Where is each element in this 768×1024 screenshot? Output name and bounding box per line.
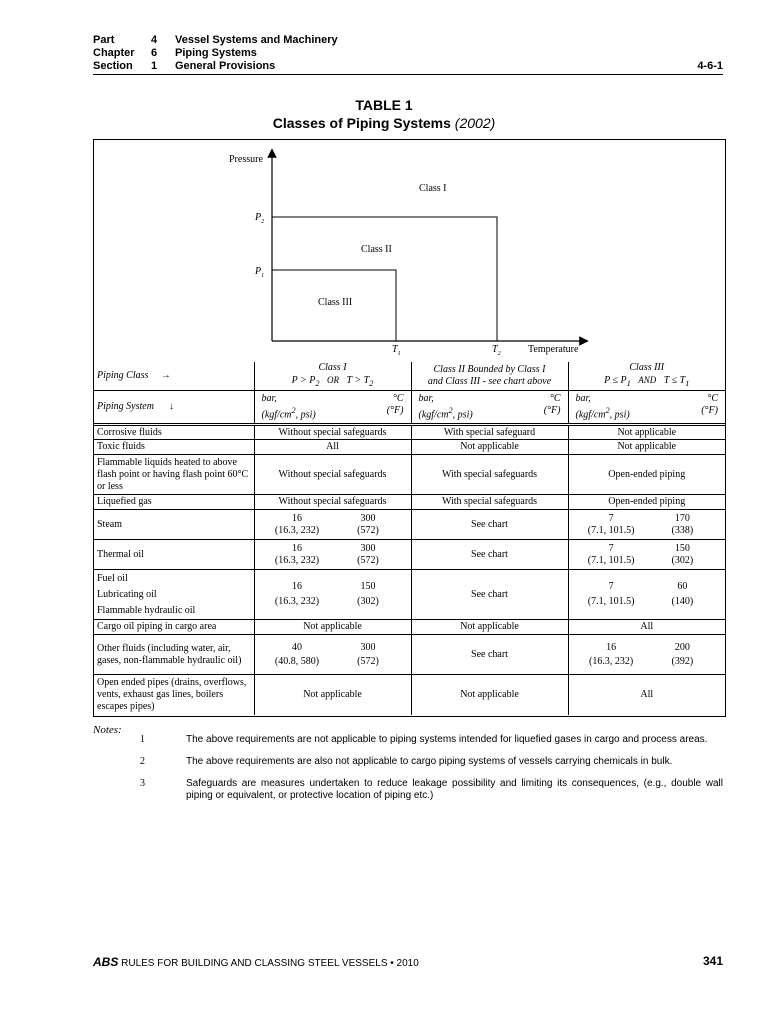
class-3-cell <box>568 635 725 675</box>
class-3-unit-kgf-text: (kgf/cm <box>575 409 606 421</box>
table-row <box>94 495 725 510</box>
pressure-axis-label: Pressure <box>229 154 263 165</box>
class-3-unit-kgf-sup: 2 <box>605 405 610 415</box>
system-name-line: Fuel oil <box>97 572 128 584</box>
class-1-boundary <box>272 217 497 341</box>
table-caption <box>0 114 768 132</box>
class-1-cond-b-sub: 2 <box>369 379 374 388</box>
pressure-alt-value: (40.8, 580) <box>274 655 320 667</box>
note-text: Safeguards are measures undertaken to reduce leakage possibility and limiting its consequences, (e.g., double wall piping or equivalent, or protective location of piping etc.) <box>186 778 723 801</box>
class-2-cell: Not applicable <box>411 620 568 635</box>
table-number: TABLE 1 <box>355 97 413 113</box>
class-3-title: Class III <box>629 362 665 373</box>
piping-class-heading <box>94 362 254 391</box>
temperature-value: 300 <box>360 641 376 653</box>
class-3-and: AND <box>638 375 657 385</box>
table-frame <box>93 139 726 717</box>
temperature-value: 150 <box>674 542 690 554</box>
class-2-unit-kgf-text: (kgf/cm <box>418 409 449 421</box>
class-2-cell: With special safeguards <box>411 495 568 510</box>
table-caption-year: (2002) <box>454 115 496 131</box>
page-footer <box>93 955 723 969</box>
section-reference: 4-6-1 <box>697 60 723 72</box>
table-row <box>94 510 725 540</box>
notes-label: Notes: <box>93 724 122 736</box>
class-1-units <box>254 391 411 425</box>
running-header <box>93 34 723 73</box>
system-name <box>94 570 254 620</box>
class-2-unit-c: °C <box>549 392 561 404</box>
abs-logo: ABS <box>93 955 119 969</box>
pressure-alt-value: (7.1, 101.5) <box>587 524 635 536</box>
temperature-alt-value: (572) <box>357 554 379 566</box>
class-1-condition <box>258 374 408 390</box>
piping-system-heading <box>94 391 254 425</box>
class-3-cond-a: P ≤ P <box>604 375 627 386</box>
class-2-units <box>411 391 568 425</box>
page-number: 341 <box>702 954 723 968</box>
note-number: 3 <box>140 778 145 789</box>
class-3-cell: Not applicable <box>568 440 725 455</box>
p1-subscript: 1 <box>261 273 265 279</box>
class-3-unit-bar: bar, <box>575 392 591 404</box>
class-3-unit-kgf-tail: , psi) <box>609 409 630 421</box>
class-3-cond-b: T ≤ T <box>663 375 686 386</box>
class-3-cell <box>568 510 725 540</box>
class-1-unit-f: (°F) <box>386 404 404 416</box>
piping-class-table <box>94 362 725 715</box>
temperature-alt-value: (392) <box>671 655 694 667</box>
class-1-unit-bar: bar, <box>261 392 277 404</box>
class-2-header <box>411 362 568 391</box>
part-number: 4 <box>151 34 158 46</box>
class-1-cell: All <box>254 440 411 455</box>
class-1-unit-kgf-tail: , psi) <box>295 409 316 421</box>
temperature-value: 200 <box>674 641 690 653</box>
class-2-cell: See chart <box>411 540 568 570</box>
temperature-alt-value: (338) <box>671 524 694 536</box>
temperature-value: 300 <box>360 512 376 524</box>
class-1-cell <box>254 635 411 675</box>
table-title <box>0 96 768 132</box>
t2-label <box>492 344 501 357</box>
temperature-value: 300 <box>360 542 376 554</box>
table-row <box>94 425 725 440</box>
notes-section <box>93 724 723 802</box>
class-1-unit-kgf <box>262 405 316 421</box>
table-row <box>94 570 725 620</box>
class-2-unit-f: (°F) <box>543 404 561 416</box>
t1-letter: T <box>392 344 398 355</box>
note-number: 1 <box>140 734 145 745</box>
section-title: General Provisions <box>175 60 276 72</box>
pressure-value: 16 <box>292 581 302 592</box>
class-1-cond-a-sub: 2 <box>315 379 320 388</box>
class-3-cell <box>568 570 725 620</box>
class-1-or: OR <box>327 375 340 385</box>
pressure-alt-value: (16.3, 232) <box>274 554 320 566</box>
class-2-cell: With special safeguards <box>411 455 568 495</box>
class-1-cell: Without special safeguards <box>254 455 411 495</box>
p2-label <box>254 212 264 225</box>
part-label: Part <box>93 34 115 46</box>
class-3-cell <box>568 540 725 570</box>
chapter-number: 6 <box>151 47 158 59</box>
t1-subscript: 1 <box>397 351 401 357</box>
temperature-alt-value: (572) <box>357 524 379 536</box>
note-item <box>93 756 723 768</box>
table-row <box>94 455 725 495</box>
class-3-cond-a-sub: 1 <box>626 379 631 388</box>
note-text: The above requirements are also not applicable to cargo piping systems of vessels carrying chemicals in bulk. <box>186 756 673 767</box>
class-1-cell: Not applicable <box>254 620 411 635</box>
system-name: Cargo oil piping in cargo area <box>94 620 254 635</box>
p1-letter: P <box>255 266 262 277</box>
right-arrow-icon: → <box>160 370 171 381</box>
note-item <box>93 778 723 802</box>
class-1-region-label: Class I <box>419 183 447 194</box>
pressure-value: 7 <box>608 512 614 524</box>
pressure-value: 16 <box>292 512 302 524</box>
class-1-cond-a: P > P <box>291 375 316 386</box>
class-1-cell <box>254 510 411 540</box>
class-1-unit-kgf-text: (kgf/cm <box>261 409 292 421</box>
class-2-unit-kgf <box>419 405 473 421</box>
class-3-unit-c: °C <box>707 392 718 404</box>
pressure-value: 7 <box>608 542 614 554</box>
pressure-alt-value: (16.3, 232) <box>274 524 320 536</box>
system-name-line: Flammable hydraulic oil <box>97 604 196 616</box>
class-1-unit-kgf-sup: 2 <box>291 405 296 415</box>
class-1-cond-b: T > T <box>346 375 370 386</box>
class-2-region-label: Class II <box>361 244 392 255</box>
temperature-alt-value: (302) <box>357 596 379 607</box>
note-text: The above requirements are not applicable to piping systems intended for liquefied gases in cargo and process areas. <box>186 734 708 745</box>
system-name-line: Lubricating oil <box>97 588 157 600</box>
system-name: Flammable liquids heated to above flash point or having flash point 60°C or less <box>94 455 254 495</box>
piping-class-diagram <box>94 140 725 362</box>
class-3-unit-kgf <box>576 405 630 421</box>
class-3-region-label: Class III <box>318 297 353 308</box>
pressure-alt-value: (7.1, 101.5) <box>587 554 635 566</box>
part-title: Vessel Systems and Machinery <box>175 34 338 46</box>
pressure-value: 16 <box>606 641 617 653</box>
class-3-cell: Not applicable <box>568 425 725 440</box>
class-3-cell: Open-ended piping <box>568 495 725 510</box>
class-3-condition <box>572 374 723 390</box>
system-name: Other fluids (including water, air, gases, non-flammable hydraulic oil) <box>94 635 254 675</box>
class-3-cell: All <box>568 675 725 715</box>
note-number: 2 <box>140 756 145 767</box>
system-name: Liquefied gas <box>94 495 254 510</box>
down-arrow-icon: ↓ <box>168 401 174 412</box>
class-2-cell: See chart <box>411 510 568 540</box>
pressure-value: 7 <box>608 581 614 592</box>
class-2-cell: See chart <box>411 570 568 620</box>
system-name: Steam <box>94 510 254 540</box>
note-item <box>93 734 723 746</box>
class-2-title: Class II Bounded by Class I <box>433 364 546 375</box>
class-2-cell: With special safeguard <box>411 425 568 440</box>
pressure-alt-value: (16.3, 232) <box>274 596 320 607</box>
class-1-unit-c: °C <box>392 392 404 404</box>
class-2-cell: Not applicable <box>411 440 568 455</box>
footer-title: RULES FOR BUILDING AND CLASSING STEEL VESSELS • 2010 <box>121 958 419 969</box>
p2-subscript: 2 <box>261 219 265 225</box>
pressure-alt-value: (7.1, 101.5) <box>587 596 635 607</box>
p1-label <box>254 266 264 279</box>
pressure-value: 16 <box>292 542 302 554</box>
temperature-alt-value: (302) <box>671 554 694 566</box>
temperature-value: 60 <box>677 581 688 592</box>
system-name: Thermal oil <box>94 540 254 570</box>
table-units-row <box>94 391 725 425</box>
chapter-label: Chapter <box>93 47 135 59</box>
class-2-unit-bar: bar, <box>418 392 434 404</box>
class-3-header <box>568 362 725 391</box>
temperature-alt-value: (140) <box>671 596 694 607</box>
class-3-units <box>568 391 725 425</box>
table-caption-text: Classes of Piping Systems <box>272 115 451 131</box>
class-1-cell <box>254 570 411 620</box>
class-3-unit-f: (°F) <box>701 404 718 416</box>
class-1-cell: Without special safeguards <box>254 495 411 510</box>
table-header-row <box>94 362 725 391</box>
temperature-value: 170 <box>674 512 690 524</box>
pressure-alt-value: (16.3, 232) <box>589 655 634 667</box>
temperature-value: 150 <box>360 581 376 592</box>
class-3-cell: All <box>568 620 725 635</box>
class-1-cell: Without special safeguards <box>254 425 411 440</box>
class-2-cell: See chart <box>411 635 568 675</box>
chapter-title: Piping Systems <box>175 47 257 59</box>
piping-class-label: Piping Class <box>97 370 149 381</box>
class-3-cond-b-sub: 1 <box>685 379 690 388</box>
class-2-unit-kgf-sup: 2 <box>448 405 453 415</box>
t2-letter: T <box>492 344 498 355</box>
table-row <box>94 675 725 715</box>
class-1-header <box>254 362 411 391</box>
class-1-cell <box>254 540 411 570</box>
class-1-cell: Not applicable <box>254 675 411 715</box>
table-row <box>94 440 725 455</box>
section-number: 1 <box>151 60 158 72</box>
temperature-alt-value: (572) <box>357 655 379 667</box>
class-3-cell: Open-ended piping <box>568 455 725 495</box>
class-2-cell: Not applicable <box>411 675 568 715</box>
pressure-value: 40 <box>292 641 302 653</box>
table-row <box>94 620 725 635</box>
system-name: Toxic fluids <box>94 440 254 455</box>
system-name: Corrosive fluids <box>94 425 254 440</box>
p2-letter: P <box>255 212 262 223</box>
t1-label <box>392 344 401 357</box>
table-row <box>94 635 725 675</box>
header-rule <box>93 74 723 75</box>
class-2-unit-kgf-tail: , psi) <box>452 409 473 421</box>
section-label: Section <box>93 60 133 72</box>
class-1-title: Class I <box>318 362 347 373</box>
piping-system-label: Piping System <box>97 401 154 412</box>
class-2-subtitle: and Class III - see chart above <box>427 376 552 387</box>
t2-subscript: 2 <box>497 351 501 357</box>
system-name: Open ended pipes (drains, overflows, vents, exhaust gas lines, boilers escapes pipes) <box>94 675 254 715</box>
table-row <box>94 540 725 570</box>
temperature-axis-label: Temperature <box>528 344 579 355</box>
